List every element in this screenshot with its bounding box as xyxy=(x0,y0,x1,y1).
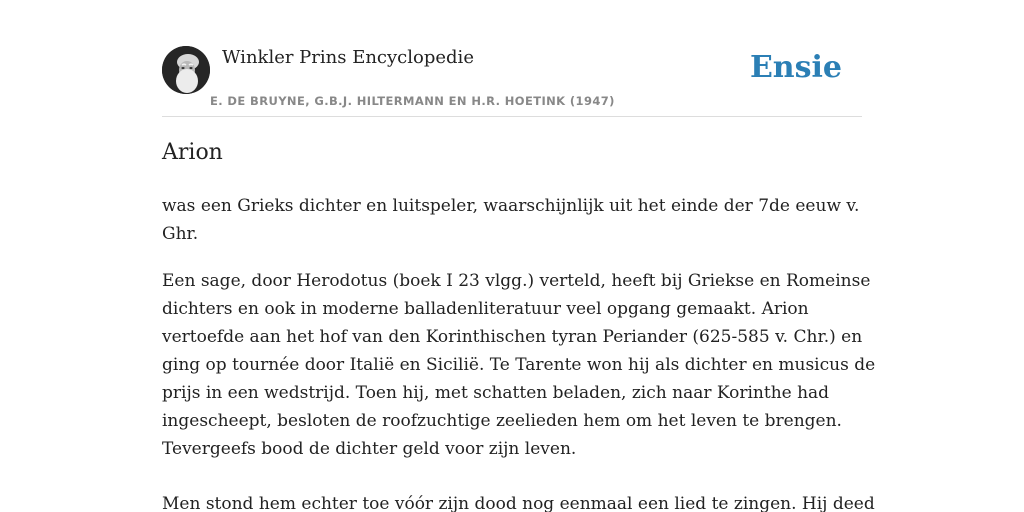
paragraph-line: Een sage, door Herodotus (boek I 23 vlgg.) verteld, heeft bij Griekse en Romeinse xyxy=(162,271,871,291)
bearded-man-portrait xyxy=(162,46,210,94)
paragraph-line: Tevergeefs bood de dichter geld voor zijn leven. xyxy=(162,439,577,459)
article-title: Arion xyxy=(162,140,223,165)
paragraph-line: prijs in een wedstrijd. Toen hij, met schatten beladen, zich naar Korinthe had xyxy=(162,383,830,403)
article-page xyxy=(162,0,876,512)
publication-authors: E. DE BRUYNE, G.B.J. HILTERMANN EN H.R. HOETINK (1947) xyxy=(210,94,615,108)
paragraph-line: ingescheept, besloten de roofzuchtige zeelieden hem om het leven te brengen. xyxy=(162,411,842,431)
paragraph-sage xyxy=(162,267,876,463)
publication-title: Winkler Prins Encyclopedie xyxy=(222,47,474,68)
paragraph-line: was een Grieks dichter en luitspeler, waarschijnlijk uit het einde der 7de eeuw v. xyxy=(162,196,860,216)
paragraph-line: ging op tournée door Italië en Sicilië. Te Tarente won hij als dichter en musicus de xyxy=(162,355,876,375)
paragraph-line: Ghr. xyxy=(162,224,199,244)
publication-header xyxy=(162,0,862,117)
ensie-logo-link[interactable]: Ensie xyxy=(749,50,842,85)
paragraph-song xyxy=(162,490,875,512)
paragraph-line: dichters en ook in moderne balladenliteratuur veel opgang gemaakt. Arion xyxy=(162,299,809,319)
paragraph-line: vertoefde aan het hof van den Korinthischen tyran Periander (625-585 v. Chr.) en xyxy=(162,327,863,347)
author-avatar xyxy=(162,46,210,94)
paragraph-intro xyxy=(162,192,862,248)
paragraph-line: Men stond hem echter toe vóór zijn dood nog eenmaal een lied te zingen. Hij deed xyxy=(162,494,875,512)
